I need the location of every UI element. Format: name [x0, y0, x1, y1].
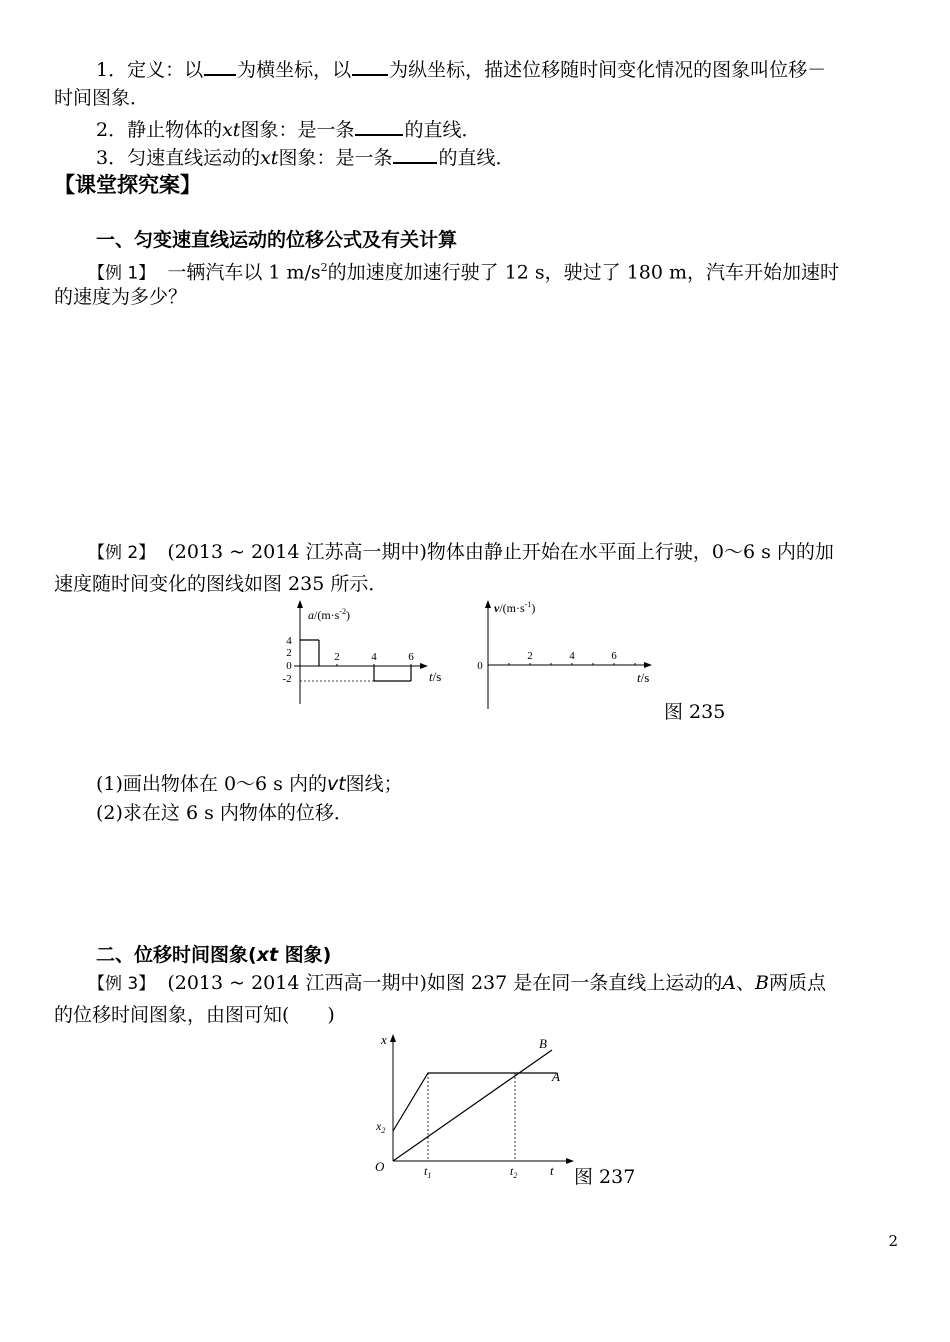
item-3-text-a: 3．匀速直线运动的 — [96, 147, 261, 169]
a-xtick-2: 2 — [334, 651, 340, 663]
example-2-line-2: 速度随时间变化的图线如图 235 所示． — [54, 573, 388, 595]
a-ytick-0: 0 — [286, 660, 292, 672]
example-1-sup: 2 — [320, 261, 328, 274]
t2-label: $t_2$ — [510, 1164, 518, 1180]
a-ytick-neg2: -2 — [282, 673, 292, 685]
section-2-text-c: 图象) — [278, 944, 332, 966]
item-2-text-c: 图象：是一条 — [240, 119, 355, 141]
example-3-line-1 — [88, 969, 826, 998]
example-1-line-2: 的速度为多少？ — [54, 286, 188, 308]
t1-label: $t_1$ — [424, 1164, 432, 1180]
item-1-text-b: 为横坐标，以 — [237, 59, 352, 81]
v-axis-y-arrow — [485, 600, 491, 608]
v-xtick-4: 4 — [569, 650, 575, 662]
a-axis-y-arrow — [297, 600, 303, 608]
example-2-text: (2013 ~ 2014 江苏高一期中)物体由静止开始在水平面上行驶，0～6 s 内的加 — [167, 541, 834, 563]
example-3-sep: 、 — [735, 972, 755, 994]
section-title: 【课堂探究案】 — [54, 172, 201, 197]
item-2-text-d: 的直线． — [404, 119, 481, 141]
acceleration-time-graph — [280, 596, 450, 706]
example-2-line-1 — [88, 538, 834, 567]
example-1-tag: 【例 1】 — [88, 263, 156, 284]
a-xtick-4: 4 — [371, 651, 377, 663]
example-2-tag: 【例 2】 — [88, 543, 156, 563]
v-xtick-2: 2 — [527, 650, 533, 662]
section-1-heading: 一、匀变速直线运动的位移公式及有关计算 — [96, 229, 458, 251]
item-3-text-c: 图象：是一条 — [278, 147, 393, 169]
example-1-text-a: 一辆汽车以 1 m/s — [167, 261, 321, 284]
a-axis-label: $a/(m\cdot s^{-2})$ — [308, 607, 351, 622]
x-axis-x-arrow — [566, 1158, 574, 1164]
x2-label: $x_2$ — [376, 1119, 386, 1135]
a-axis-x-arrow — [420, 663, 428, 669]
blank-2 — [352, 54, 388, 76]
blank-1 — [204, 54, 236, 76]
example-3-B: B — [755, 972, 769, 994]
q1-text-a: (1)画出物体在 0～6 s 内的 — [96, 773, 327, 795]
line-B-label: B — [539, 1036, 547, 1051]
v-axis-x-arrow — [644, 662, 652, 668]
section-2-heading — [96, 941, 331, 969]
example-1-line-1 — [88, 254, 839, 287]
figure-237-caption: 图 237 — [574, 1166, 636, 1188]
a-xtick-6: 6 — [408, 651, 414, 663]
item-1-text-c: 为纵坐标，描述位移随时间变化情况的图象叫位移－ — [389, 59, 827, 81]
line-A — [393, 1073, 556, 1131]
position-time-graph — [370, 1030, 576, 1190]
v-xtick-6: 6 — [611, 650, 617, 662]
example-3-line-2: 的位移时间图象，由图可知( ) — [54, 1004, 335, 1026]
example-3-text-b: 两质点 — [768, 972, 826, 994]
figure-235-caption: 图 235 — [664, 701, 726, 723]
example-2-question-2: (2)求在这 6 s 内物体的位移． — [96, 802, 353, 824]
item-1-line-2: 时间图象． — [54, 87, 150, 109]
v-axis-label: $v/(m\cdot s^{-1})$ — [494, 600, 536, 615]
t-axis-label: t — [550, 1163, 554, 1178]
item-3 — [96, 142, 514, 172]
section-2-xt: xt — [256, 944, 279, 966]
q1-text-c: 图线； — [345, 773, 403, 795]
x-axis-label: x — [381, 1032, 387, 1047]
a-ytick-4: 4 — [286, 635, 292, 647]
item-3-xt: xt — [260, 147, 279, 169]
item-3-text-d: 的直线． — [438, 147, 515, 169]
origin-label: O — [375, 1159, 385, 1174]
line-B — [393, 1050, 552, 1161]
a-xaxis-label: t/s — [429, 669, 442, 684]
example-1-text-b: 的加速度加速行驶了 12 s，驶过了 180 m，汽车开始加速时 — [327, 261, 840, 284]
blank-4 — [393, 142, 437, 164]
page-number: 2 — [888, 1232, 898, 1250]
example-3-tag: 【例 3】 — [88, 974, 156, 994]
item-2 — [96, 114, 480, 144]
q1-vt: vt — [326, 773, 346, 795]
velocity-time-graph — [472, 596, 664, 712]
item-1-line-1 — [96, 54, 826, 84]
item-1-text-a: 1．定义：以 — [96, 59, 204, 81]
a-ytick-2: 2 — [286, 647, 292, 659]
example-3-text-a: (2013 ~ 2014 江西高一期中)如图 237 是在同一条直线上运动的 — [167, 972, 723, 994]
v-origin-label: 0 — [477, 660, 483, 672]
blank-3 — [355, 114, 403, 136]
x-axis-y-arrow — [390, 1034, 396, 1042]
item-2-xt: xt — [222, 119, 241, 141]
item-2-text-a: 2．静止物体的 — [96, 119, 223, 141]
section-2-text-a: 二、位移时间图象( — [96, 944, 257, 966]
example-2-question-1 — [96, 770, 403, 798]
v-xaxis-label: t/s — [637, 670, 650, 685]
example-3-A: A — [722, 972, 736, 994]
line-A-label: A — [552, 1069, 560, 1084]
